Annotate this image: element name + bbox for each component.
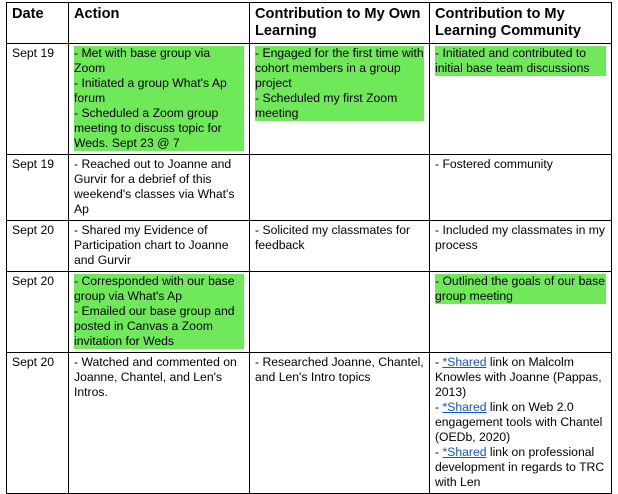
cell-line: - Scheduled a Zoom group meeting to discuss topic for Weds. Sept 23 @ 7 (74, 106, 244, 151)
cell-line: - Initiated a group What's Ap forum (74, 76, 244, 106)
table-row (7, 353, 612, 494)
cell-line: - Watched and commented on Joanne, Chantel, and Len's Intros. (74, 355, 237, 399)
cell-line (435, 355, 606, 400)
cell-date: Sept 19 (7, 44, 69, 155)
cell-community (430, 221, 612, 272)
header-learning-community: Contribution to My Learning Community (430, 3, 612, 44)
line-text: link on professional development in regards to TRC with Len (435, 445, 605, 489)
table-row (7, 221, 612, 272)
cell-line: - Emailed our base group and posted in Canvas a Zoom invitation for Weds (74, 304, 244, 349)
cell-own (250, 353, 430, 494)
cell-line: - Corresponded with our base group via What's Ap (74, 274, 244, 304)
cell-line: - Researched Joanne, Chantel, and Len's Intro topics (255, 355, 424, 384)
cell-community (430, 44, 612, 155)
cell-line: - Fostered community (435, 157, 553, 171)
cell-date: Sept 20 (7, 221, 69, 272)
header-own-learning: Contribution to My Own Learning (250, 3, 430, 44)
line-text: link on Web 2.0 engagement tools with Chantel (OEDb, 2020) (435, 400, 603, 444)
header-date: Date (7, 3, 69, 44)
header-action: Action (69, 3, 250, 44)
cell-line: - Met with base group via Zoom (74, 46, 244, 76)
cell-line: - Scheduled my first Zoom meeting (255, 91, 424, 121)
cell-action (69, 44, 250, 155)
cell-line: - Engaged for the first time with cohort members in a group project (255, 46, 424, 90)
cell-date: Sept 20 (7, 353, 69, 494)
cell-community (430, 155, 612, 221)
shared-link[interactable]: *Shared (442, 445, 487, 459)
line-prefix: - (435, 355, 443, 369)
evidence-table (6, 2, 612, 494)
cell-own (250, 155, 430, 221)
table-row (7, 44, 612, 155)
cell-action (69, 272, 250, 353)
cell-line: - Shared my Evidence of Participation chart to Joanne and Gurvir (74, 223, 229, 267)
table-row (7, 272, 612, 353)
cell-action (69, 155, 250, 221)
cell-own (250, 221, 430, 272)
cell-community (430, 272, 612, 353)
cell-line: - Outlined the goals of our base group meeting (435, 274, 606, 303)
cell-line: - Solicited my classmates for feedback (255, 223, 411, 252)
header-row (7, 3, 612, 44)
cell-date: Sept 19 (7, 155, 69, 221)
shared-link[interactable]: *Shared (442, 355, 487, 369)
line-prefix: - (435, 400, 443, 414)
cell-community (430, 353, 612, 494)
line-text: link on Malcolm Knowles with Joanne (Pappas, 2013) (435, 355, 602, 399)
cell-own (250, 44, 430, 155)
cell-action (69, 221, 250, 272)
table-row (7, 155, 612, 221)
cell-date: Sept 20 (7, 272, 69, 353)
cell-line: - Included my classmates in my process (435, 223, 606, 252)
shared-link[interactable]: *Shared (442, 400, 487, 414)
cell-line (435, 400, 606, 445)
cell-own (250, 272, 430, 353)
cell-line (435, 445, 606, 490)
cell-line: - Initiated and contributed to initial base team discussions (435, 46, 606, 76)
cell-action (69, 353, 250, 494)
cell-line: - Reached out to Joanne and Gurvir for a debrief of this weekend's classes via What's Ap (74, 157, 235, 216)
line-prefix: - (435, 445, 443, 459)
